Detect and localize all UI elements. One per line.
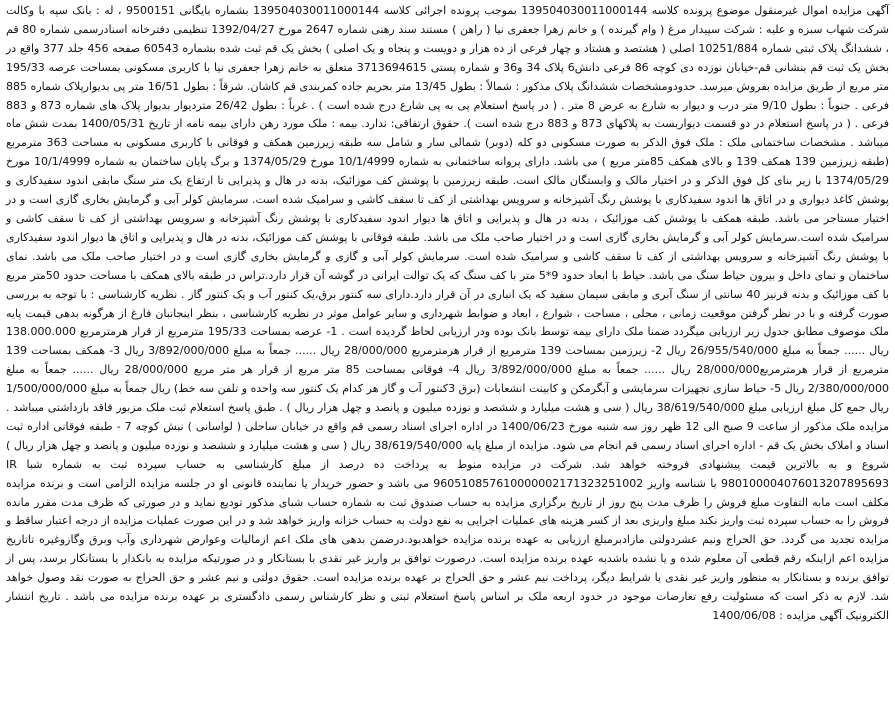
notice-body-text: آگهی مزایده اموال غیرمنقول موضوع پرونده کلاسه 139504030011000144 بموجب پرونده اجرائی کلاسه 139504030011000144 بشماره بایگانی 9500151 ، له : بانک سپه با وکالت شرکت شهاب سبزه و علیه : شرکت سپیدار مرغ ( وام گیرنده ) و خانم زهرا جعفری نیا ( راهن ) مستند سند رهنی شماره 2647 مورخ 1392/04/27 تنظیمی دفترخانه اسنادرسمی شماره 80 قم ، ششدانگ پلاک ثبتی شماره 10251/884 اصلی ( هشتصد و هشتاد و چهار فرعی از ده هزار و دویست و پنجاه و یک اصلی ) بخش یک قم ثبت شده بشماره 60543 صفحه 456 جلد 377 واقع در بخش یک ثبت قم بنشانی قم-خیابان نوزده دی کوچه 86 فرعی دانش6 پلاک 34 و36 و شماره پستی 3713694615 متعلق به خانم زهرا جعفری نیا با کاربری مسکونی بمساحت عرصه 195/33 متر مربع از طریق مزایده بفروش میرسد. حدودومشخصات ششدانگ پلاک مذکور : شمالاً : بطول 13/45 متر بحریم جاده کمربندی قم کاشان. شرقاً : بطول 16/51 متر پی بدیوارپلاک شماره 885 فرعی . جنوباً : بطول 9/10 متر درب و دیوار به شارع به عرض 8 متر . ( در پاسخ استعلام پی به پی شارع درج شده است ) . غرباً : بطول 26/42 متردیوار بدیوار پلاک های شماره 873 و 883 فرعی . ( در پاسخ استعلام در دو قسمت دیواربست به پلاکهای 873 و 883 درج شده است ). حقوق ارتفاقی: ندارد. بیمه : ملک مورد رهن دارای بیمه نامه از تاریخ 1400/05/31 بمدت شش ماه میباشد . مشخصات ساختمانی ملک : ملک فوق الذکر به صورت مسکونی دو کله (دوبر) شمالی سار و شامل سه طبقه زیرزمین همکف و فوقانی با کاربری مسکونی به مساحت 363 مترمربع (طبقه زیرزمین 139 همکف 139 و بالای همکف 85متر مربع ) می باشد. دارای پروانه ساختمانی به شماره 10/1/4999 مورخ 1374/05/29 و برگ پایان ساختمان به شماره 10/1/4999 مورخ 1374/05/29 با زیر بنای کل فوق الذکر و در اختیار مالک و وابستگان مالک است. طبقه زیرزمین با پوشش کف موزائیک، بدنه در هال و پذیرایی تا ارتفاع یک متر سنگ مابقی اندود سفیدکاری و پوشش کاغذ دیواری و در اتاق ها اندود سفیدکاری با پوشش رنگ آشپزخانه و سرویس بهداشتی از کف تا سقف کاشی و سرامیک شده است. سرمایش کولر آبی و گرمایش بخاری گازی است و در اختیار مستاجر می باشد. طبقه همکف با پوشش کف موزائیک ، بدنه در هال و پذیرایی و اتاق ها دیوار اندود سفیدکاری با پوشش رنگ آشپزخانه و سرویس بهداشتی از کف تا سقف کاشی و سرامیک شده است.سرمایش کولر آبی و گرمایش بخاری گازی است و در اختیار صاحب ملک می باشد. طبقه فوقانی با پوشش کف موزائیک، بدنه در هال و پذیرایی و اتاق ها دیوار اندود سفیدکاری با پوشش رنگ آشپزخانه و سرویس بهداشتی از کف تا سقف کاشی و سرامیک شده است. سرمایش کولر آبی و گازی و گرمایش بخاری گازی است و در اختیار صاحب ملک می باشد. نمای ساختمان و نمای داخل و بیرون حیاط سنگ می باشد. حیاط با ابعاد حدود 9*5 متر با کف سنگ که یک توالت ایرانی در گوشه آن قرار دارد.تراس در طبقه بالای همکف با مساحت حدود 50متر مربع با کف موزائیک و بدنه قرنیز 40 سانتی از سنگ آبری و مابقی سیمان سفید که یک انباری در آن قرار دارد.دارای سه کنتور برق،یک کنتور آب و یک کنتور گاز . نظریه کارشناسی : با توجه به بررسی صورت گرفته و با در نظر گرفتن موقعیت زمانی ، محلی ، مساحت ، شوارع ، ابعاد و ضوابط شهرداری و سایر عوامل موثر در نظریه کارشناسی ، بنظر اینجانبان فارغ از هرگونه بدهی قیمت پایه ملک موصوف مطابق جدول زیر ارزیابی میگردد ضمنا ملک دارای بیمه توسط بانک بوده ودر ارزیابی لحاظ گردیده است . 1- عرصه بمساحت 195/33 مترمربع از قرار هرمترمربع 138.000.000 ریال ...... جمعاً به مبلغ 26/955/540/000 ریال 2- زیرزمین بمساحت 139 مترمربع از قرار هرمترمربع 28/000/000 ریال ...... جمعاً به مبلغ 3/892/000/000 ریال 3- همکف بمساحت 139 مترمربع از قرار هرمترمربع28/000/000 ریال ...... جمعاً به مبلغ 3/892/000/000 ریال 4- فوقانی بمساحت 85 متر مربع از قرار هر متر مربع 28/000/000 ریال ...... جمعاً به مبلغ 2/380/000/000 ریال 5- حیاط سازی تجهیزات سرمایشی و آبگرمکن و کابینت انشعابات (برق 3کنتور آب و گاز هر کدام یک کنتور سه واحده و تلفن سه خط) ریال جمعاً به مبلغ 1/500/000/000 ریال جمع کل مبلغ ارزیابی مبلغ 38/619/540/000 ریال ( سی و هشت میلیارد و ششصد و نوزده میلیون و پانصد و چهل هزار ریال ) . طبق پاسخ استعلام ثبت ملک مزبور فاقد بازداشتی میباشد . مزایده ملک مذکور از ساعت 9 صبح الی 12 ظهر روز سه شنبه مورخ 1400/06/23 در اداره اجرای اسناد رسمی قم واقع در خیابان ساحلی ( لواسانی ) نبش کوچه 7 - طبقه فوقانی اداره ثبت اسناد و املاک بخش یک قم - اداره اجرای اسناد رسمی قم انجام می شود. مزایده از مبلغ پایه 38/619/540/000 ریال ( سی و هشت میلیارد و ششصد و نوزده میلیون و پانصد و چهل هزار ریال ) شروع و به بالاترین قیمت پیشنهادی فروخته خواهد شد. شرکت در مزایده منوط به پرداخت ده درصد از مبلغ کارشناسی به حساب سپرده ثبت به شماره شبا IR 980100004076013207895693 با شناسه واریز 960510857610000002171323251002 می باشد و حضور خریدار یا نماینده قانونی او در جلسه مزایده الزامی است و برنده مزایده مکلف است مابه التفاوت مبلغ فروش را ظرف مدت پنج روز از تاریخ برگزاری مزایده به حساب صندوق ثبت به شماره حساب شبای مذکور تودیع نماید و در صورتی که ظرف مدت مقرر مانده فروش را به حساب سپرده ثبت واریز نکند مبلغ واریزی بعد از کسر هزینه های عملیات اجرایی به نفع دولت به حساب خزانه واریز خواهد شد و در این صورت عملیات مزایده از درجه اعتبار ساقط و مزایده تجدید می گردد. حق الحراج ونیم عشردولتی مازادبرمبلغ ارزیابی به عهده برنده مزایده خواهدبود.درضمن بدهی های ملک اعم ازمالیات وعوارض شهرداری وآب وبرق وگازوغیره تاتاریخ مزایده اعم ازاینکه رقم قطعی آن معلوم شده و یا نشده باشدبه عهده برنده مزایده است. درصورت توافق بر واریز غیر نقدی با بستانکار و در صورتیکه مزایده به بانکدار یا بستانکار برسد، پس از توافق برنده و بستانکار به منظور واریز غیر نقدی یا شرایط دیگر، پرداخت نیم عشر و حق الحراج بر عهده برنده مزایده است. حقوق دولتی و نیم عشر و حق الحراج به صورت نقد وصول خواهد شد. لازم به ذکر است که مسئولیت رفع تعارضات موجود در حدود اربعه ملک بر اساس پاسخ استعلام ثبتی و نظر کارشناس رسمی دادگستری بر عهده برنده مزایده می باشد . تاریخ انتشار الکترونیک آگهی مزایده : 1400/06/08 [6,4,890,622]
